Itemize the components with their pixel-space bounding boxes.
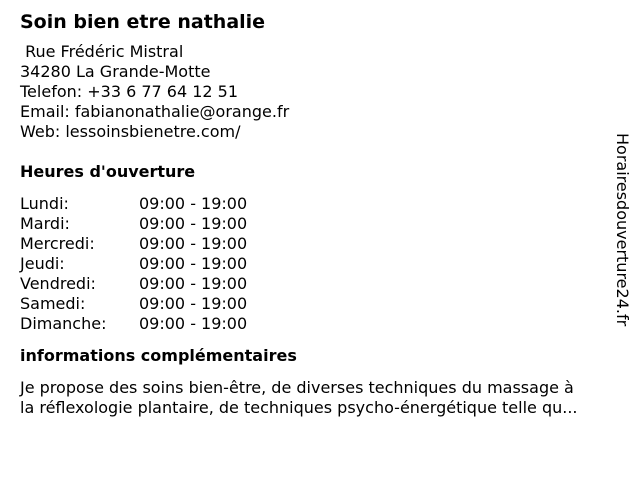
business-name: Soin bien etre nathalie xyxy=(20,11,266,33)
day-hours: 09:00 - 19:00 xyxy=(139,194,248,213)
day-label: Mercredi: xyxy=(20,234,95,253)
hours-row xyxy=(20,214,620,234)
additional-info-text xyxy=(20,378,635,418)
website-address[interactable]: Web: lessoinsbienetre.com/ xyxy=(20,122,241,141)
info-line: Je propose des soins bien-être, de diverses techniques du massage à xyxy=(20,378,574,397)
day-label: Dimanche: xyxy=(20,314,107,333)
contact-block xyxy=(20,42,620,142)
info-line: la réflexologie plantaire, de techniques psycho-énergétique telle qu... xyxy=(20,398,578,417)
opening-hours-heading: Heures d'ouverture xyxy=(20,162,196,181)
hours-row xyxy=(20,294,620,314)
business-card xyxy=(20,10,620,418)
hours-row xyxy=(20,254,620,274)
hours-row xyxy=(20,314,620,334)
site-brand-vertical: Horairesdouverture24.fr xyxy=(613,133,632,327)
day-label: Mardi: xyxy=(20,214,70,233)
hours-row xyxy=(20,194,620,214)
day-hours: 09:00 - 19:00 xyxy=(139,214,248,233)
email-address[interactable]: Email: fabianonathalie@orange.fr xyxy=(20,102,290,121)
day-label: Samedi: xyxy=(20,294,86,313)
phone-number[interactable]: Telefon: +33 6 77 64 12 51 xyxy=(20,82,239,101)
hours-row xyxy=(20,234,620,254)
opening-hours-table xyxy=(20,194,620,334)
day-hours: 09:00 - 19:00 xyxy=(139,294,248,313)
street-address: Rue Frédéric Mistral xyxy=(20,42,184,61)
day-hours: 09:00 - 19:00 xyxy=(139,254,248,273)
hours-row xyxy=(20,274,620,294)
day-label: Lundi: xyxy=(20,194,69,213)
day-hours: 09:00 - 19:00 xyxy=(139,234,248,253)
additional-info-heading: informations complémentaires xyxy=(20,346,297,365)
city-address: 34280 La Grande-Motte xyxy=(20,62,211,81)
day-hours: 09:00 - 19:00 xyxy=(139,274,248,293)
day-hours: 09:00 - 19:00 xyxy=(139,314,248,333)
day-label: Jeudi: xyxy=(20,254,65,273)
day-label: Vendredi: xyxy=(20,274,96,293)
